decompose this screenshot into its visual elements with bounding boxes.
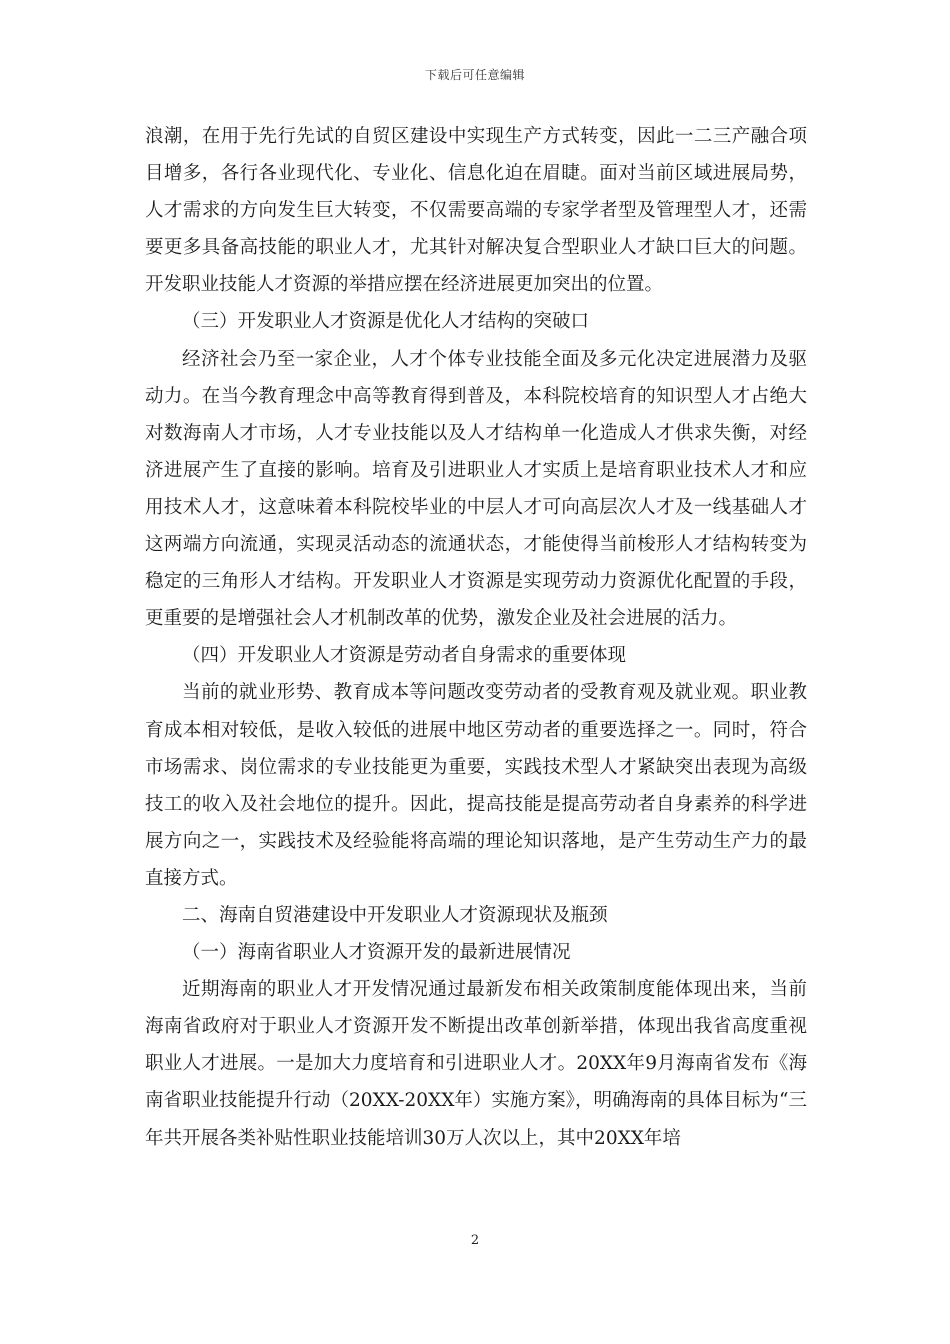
paragraph-worker-needs: 当前的就业形势、教育成本等问题改变劳动者的受教育观及就业观。职业教育成本相对较低，是收入较低的进展中地区劳动者的重要选择之一。同时，符合市场需求、岗位需求的专业技能更为重要，实践技术型人才紧缺突出表现为高级技工的收入及社会地位的提升。因此，提高技能是提高劳动者自身素养的科学进展方向之一，实践技术及经验能将高端的理论知识落地，是产生劳动生产力的最直接方式。 xyxy=(145,682,807,889)
section-heading-four: （四）开发职业人才资源是劳动者自身需求的重要体现 xyxy=(182,645,627,667)
paragraph-continuation: 浪潮，在用于先行先试的自贸区建设中实现生产方式转变，因此一二三产融合项目增多，各行各业现代化、专业化、信息化迫在眉睫。面对当前区域进展局势，人才需求的方向发生巨大转变，不仅需要高端的专家学者型及管理型人才，还需要更多具备高技能的职业人才，尤其针对解决复合型职业人才缺口巨大的问题。开发职业技能人才资源的举措应摆在经济进展更加突出的位置。 xyxy=(145,126,807,296)
section-heading-three: （三）开发职业人才资源是优化人才结构的突破口 xyxy=(182,311,590,333)
page-header: 下载后可任意编辑 xyxy=(424,68,525,82)
document-body xyxy=(145,118,807,1157)
paragraph-latest-progress: 近期海南的职业人才开发情况通过最新发布相关政策制度能体现出来，当前海南省政府对于职业人才资源开发不断提出改革创新举措，体现出我省高度重视职业人才进展。一是加大力度培育和引进职业人才。20XX年9月海南省发布《海南省职业技能提升行动（20XX-20XX年）实施方案》，明确海南的具体目标为“三年共开展各类补贴性职业技能培训30万人次以上，其中20XX年培 xyxy=(145,979,807,1149)
paragraph-talent-structure: 经济社会乃至一家企业，人才个体专业技能全面及多元化决定进展潜力及驱动力。在当今教育理念中高等教育得到普及，本科院校培育的知识型人才占绝大对数海南人才市场，人才专业技能以及人才结构单一化造成人才供求失衡，对经济进展产生了直接的影响。培育及引进职业人才实质上是培育职业技术人才和应用技术人才，这意味着本科院校毕业的中层人才可向高层次人才及一线基础人才这两端方向流通，实现灵活动态的流通状态，才能使得当前梭形人才结构转变为稳定的三角形人才结构。开发职业人才资源是实现劳动力资源优化配置的手段，更重要的是增强社会人才机制改革的优势，激发企业及社会进展的活力。 xyxy=(145,348,807,630)
page-number: 2 xyxy=(470,1233,480,1248)
section-heading-one: （一）海南省职业人才资源开发的最新进展情况 xyxy=(182,942,571,964)
chapter-heading-two: 二、海南自贸港建设中开发职业人才资源现状及瓶颈 xyxy=(182,904,608,926)
